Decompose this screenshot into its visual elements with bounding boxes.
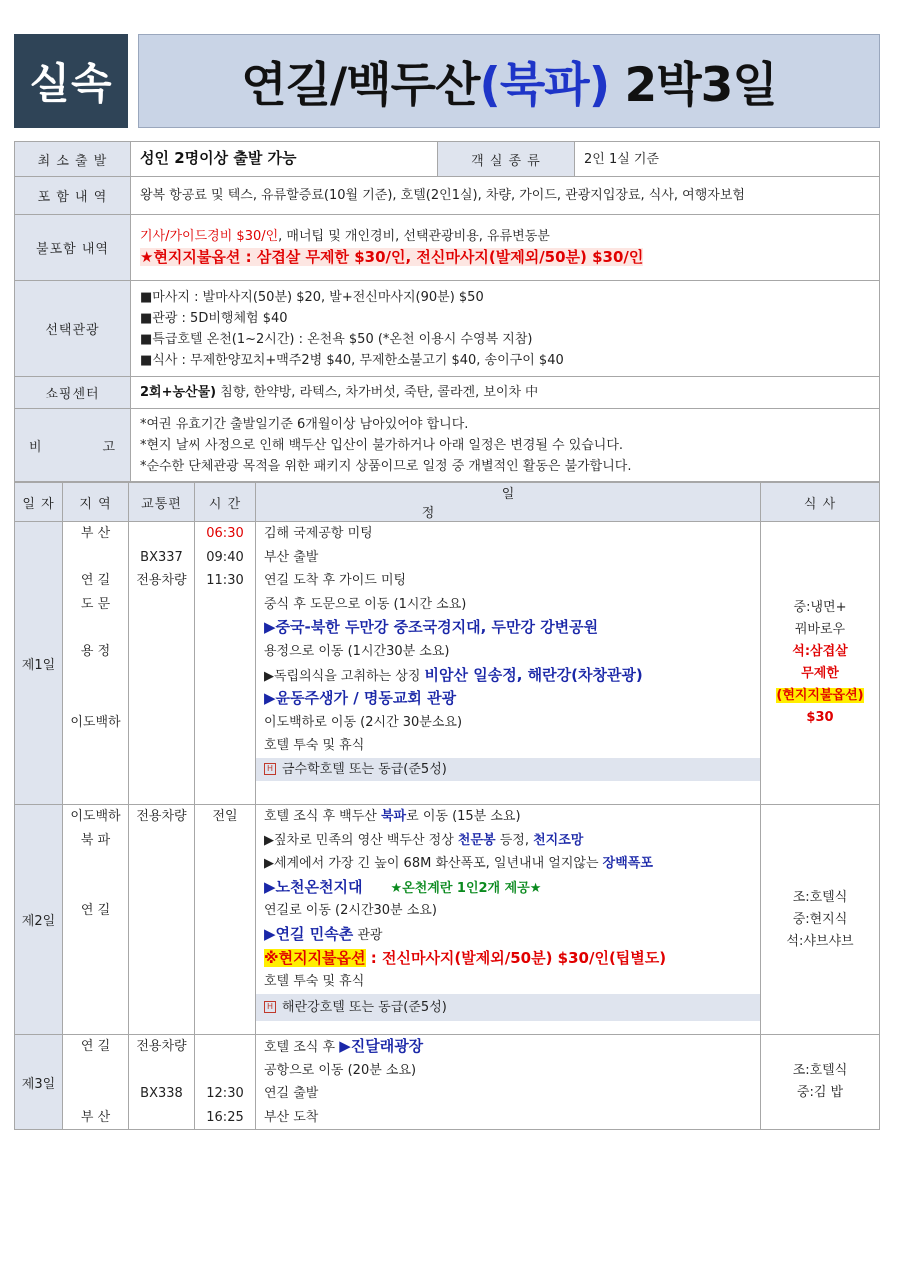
day-1-meals: 중:냉면+ 꿔바로우 석:삼겹살 무제한 (현지지불옵션) $30 [761,522,880,805]
day-2-hotel: H 해란강호텔 또는 동급(준5성) [256,994,760,1021]
room-type-label: 객 실 종 류 [438,142,575,177]
optional-item: ■특급호텔 온천(1~2시간) : 온천욕 $50 (*온천 이용시 수영복 지참) [140,331,533,347]
optional-item: ■마사지 : 발마사지(50분) $20, 발+전신마사지(90분) $50 [140,289,484,305]
page-title [138,34,880,128]
optional-item: ■관광 : 5D비행체험 $40 [140,310,288,326]
day-1-label: 제1일 [15,522,63,805]
col-header-plan: 일 정 [256,483,761,522]
remark-item: *현지 날씨 사정으로 인해 백두산 입산이 불가하거나 아래 일정은 변경될 수 있습니다. [140,437,624,453]
day-2-meals: 조:호텔식 중:현지식 석:샤브샤브 [761,805,880,1035]
day-2-label: 제2일 [15,805,63,1035]
remark-item: *여권 유효기간 출발일기준 6개월이상 남아있어야 합니다. [140,416,469,432]
day-2-plan: 호텔 조식 후 백두산 북파로 이동 (15분 소요) ▶짚차로 민족의 영산 백두산 정상 천문봉 등정, 천지조망 ▶세계에서 가장 긴 높이 68M 화산폭포, 일년내내 얼지않는 장백폭포 ▶노천온천지대 ★온천계란 1인2개 제공★ 연길로 이동 (2시간30분 소요) ▶연길 민속촌 관광 ※현지지불옵션 : 전신마사지(발제외/50분) $30/인(팁별도) 호텔 투숙 및 휴식 H 해란강호텔 또는 동급(준5성) [256,805,761,1035]
tour-info-table [14,141,880,482]
day-3-meals: 조:호텔식 중:김 밥 [761,1035,880,1130]
day-3-times: 12:30 16:25 [195,1035,256,1130]
badge-silsok: 실속 [14,34,128,128]
day-1-times: 06:30 09:40 11:30 [195,522,256,805]
col-header-transport: 교통편 [129,483,195,522]
included-value: 왕복 항공료 및 텍스, 유류할증료(10월 기준), 호텔(2인1실), 차량, 가이드, 관광지입장료, 식사, 여행자보험 [131,177,880,215]
min-departure-value: 성인 2명이상 출발 가능 [131,142,438,177]
day-1-plan: 김해 국제공항 미팅 부산 출발 연길 도착 후 가이드 미팅 중식 후 도문으로 이동 (1시간 소요) ▶중국-북한 두만강 중조국경지대, 두만강 강변공원 용정으로 이동 (1시간30분 소요) ▶독립의식을 고취하는 상징 비암산 일송정, 해란강(차창관광) ▶윤동주생가 / 명동교회 관광 이도백하로 이동 (2시간 30분소요) 호텔 투숙 및 휴식 H 금수학호텔 또는 동급(준5성) [256,522,761,805]
excluded-label: 불포함 내역 [15,215,131,281]
itinerary-table [14,482,880,1130]
day-3-regions: 연 길 부 산 [63,1035,129,1130]
day-1-hotel: H 금수학호텔 또는 동급(준5성) [256,758,760,781]
optional-label: 선택관광 [15,281,131,377]
remarks-list [131,409,880,482]
min-departure-label: 최 소 출 발 [15,142,131,177]
optional-list [131,281,880,377]
day-3-transport: 전용차량 BX338 [129,1035,195,1130]
shopping-value: 2회+농산물) 침향, 한약방, 라텍스, 차가버섯, 죽탄, 콜라겐, 보이차 中 [131,377,880,409]
col-header-region: 지 역 [63,483,129,522]
excluded-local-option: ★현지지불옵션 : 삼겹살 무제한 $30/인, 전신마사지(발제외/50분) $30/인 [140,248,644,266]
remark-item: *순수한 단체관광 목적을 위한 패키지 상품이므로 일정 중 개별적인 활동은 불가합니다. [140,458,632,474]
excluded-value: 기사/가이드경비 $30/인, 매너팁 및 개인경비, 선택관광비용, 유류변동분 ★현지지불옵션 : 삼겹살 무제한 $30/인, 전신마사지(발제외/50분) $30/인 [131,215,880,281]
col-header-meal: 식 사 [761,483,880,522]
optional-item: ■식사 : 무제한양꼬치+맥주2병 $40, 무제한소불고기 $40, 송이구이 $40 [140,352,564,368]
hotel-icon: H [264,1001,276,1013]
col-header-time: 시 간 [195,483,256,522]
title-main: 연길/백두산 [241,57,480,113]
remarks-label: 비 고 [15,409,131,482]
col-header-day: 일 자 [15,483,63,522]
hotel-icon: H [264,763,276,775]
day-1-transport: BX337 전용차량 [129,522,195,805]
day-3-label: 제3일 [15,1035,63,1130]
shopping-label: 쇼핑센터 [15,377,131,409]
day-2-transport: 전용차량 [129,805,195,1035]
room-type-value: 2인 1실 기준 [575,142,880,177]
day-1-regions: 부 산 연 길 도 문 용 정 이도백하 [63,522,129,805]
included-label: 포 함 내 역 [15,177,131,215]
title-duration: 2박3일 [609,57,777,113]
day-3-plan: 호텔 조식 후 ▶진달래광장 공항으로 이동 (20분 소요) 연길 출발 부산 도착 [256,1035,761,1130]
day-2-regions: 이도백하 북 파 연 길 [63,805,129,1035]
day-2-times: 전일 [195,805,256,1035]
title-bukpa: (북파) [479,57,610,113]
